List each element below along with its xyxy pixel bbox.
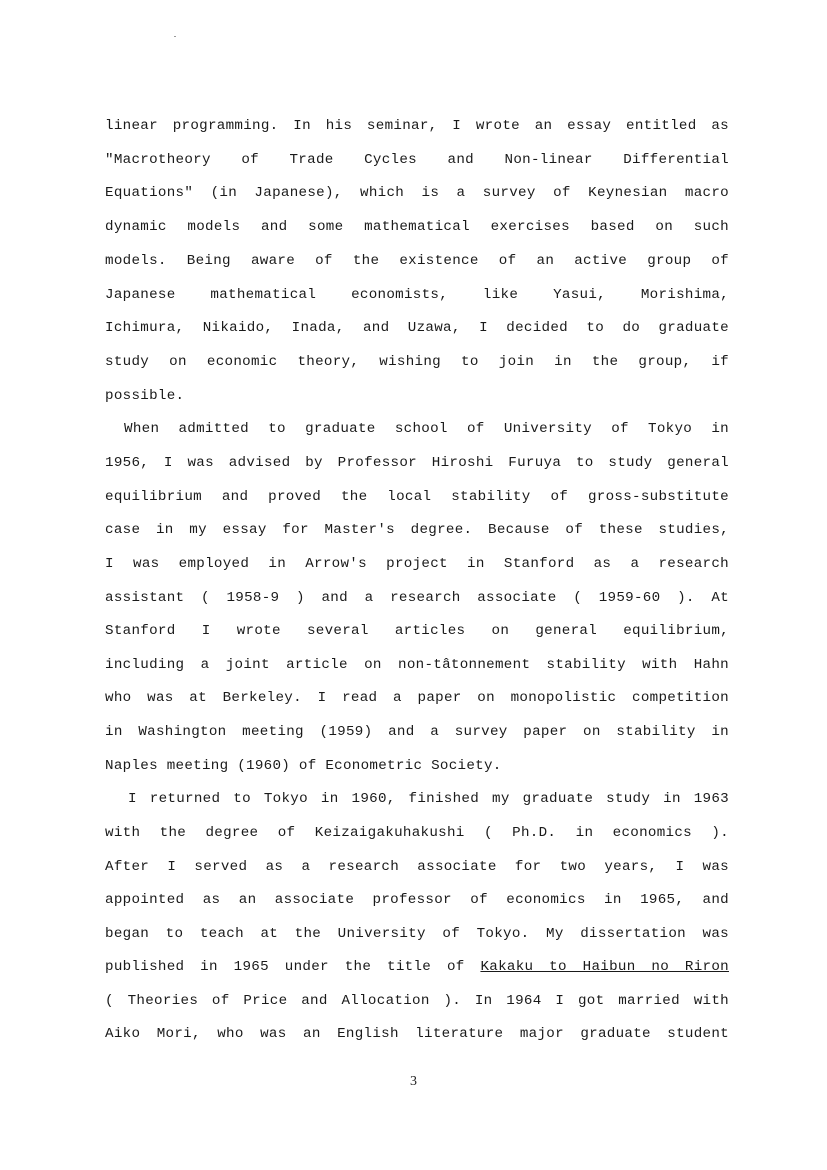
text-line: Equations" (in Japanese), which is a survey of Keynesian macro bbox=[105, 185, 729, 201]
text-line: Naples meeting (1960) of Econometric Society. bbox=[105, 758, 502, 774]
text-line: Aiko Mori, who was an English literature major graduate student bbox=[105, 1026, 729, 1042]
text-line: I returned to Tokyo in 1960, finished my graduate study in 1963 bbox=[128, 791, 729, 807]
text-line: assistant ( 1958-9 ) and a research associate ( 1959-60 ). At bbox=[105, 590, 729, 606]
text-segment: published in 1965 under the title of bbox=[105, 959, 465, 975]
text-line: case in my essay for Master's degree. Because of these studies, bbox=[105, 522, 729, 538]
text-line: After I served as a research associate for two years, I was bbox=[105, 859, 729, 875]
text-line: began to teach at the University of Tokyo. My dissertation was bbox=[105, 926, 729, 942]
text-line: Stanford I wrote several articles on general equilibrium, bbox=[105, 623, 729, 639]
text-line: Japanese mathematical economists, like Yasui, Morishima, bbox=[105, 287, 729, 303]
text-line: 1956, I was advised by Professor Hiroshi Furuya to study general bbox=[105, 455, 729, 471]
text-line: "Macrotheory of Trade Cycles and Non-linear Differential bbox=[105, 152, 729, 168]
text-line: study on economic theory, wishing to join in the group, if bbox=[105, 354, 729, 370]
text-line: When admitted to graduate school of University of Tokyo in bbox=[124, 421, 729, 437]
text-line: appointed as an associate professor of economics in 1965, and bbox=[105, 892, 729, 908]
text-line: who was at Berkeley. I read a paper on monopolistic competition bbox=[105, 690, 729, 706]
text-line: with the degree of Keizaigakuhakushi ( Ph.D. in economics ). bbox=[105, 825, 729, 841]
page-number: 3 bbox=[410, 1074, 417, 1089]
text-line: ( Theories of Price and Allocation ). In 1964 I got married with bbox=[105, 993, 729, 1009]
text-line: I was employed in Arrow's project in Stanford as a research bbox=[105, 556, 729, 572]
book-title: Kakaku to Haibun no Riron bbox=[480, 959, 729, 975]
scan-speck bbox=[174, 36, 176, 37]
text-line: models. Being aware of the existence of an active group of bbox=[105, 253, 729, 269]
text-line: dynamic models and some mathematical exercises based on such bbox=[105, 219, 729, 235]
text-line: in Washington meeting (1959) and a survey paper on stability in bbox=[105, 724, 729, 740]
text-line: possible. bbox=[105, 388, 185, 404]
text-line: linear programming. In his seminar, I wrote an essay entitled as bbox=[105, 118, 729, 134]
text-line bbox=[105, 957, 729, 977]
text-line: including a joint article on non-tâtonnement stability with Hahn bbox=[105, 657, 729, 673]
text-line: Ichimura, Nikaido, Inada, and Uzawa, I decided to do graduate bbox=[105, 320, 729, 336]
text-line: equilibrium and proved the local stability of gross-substitute bbox=[105, 489, 729, 505]
